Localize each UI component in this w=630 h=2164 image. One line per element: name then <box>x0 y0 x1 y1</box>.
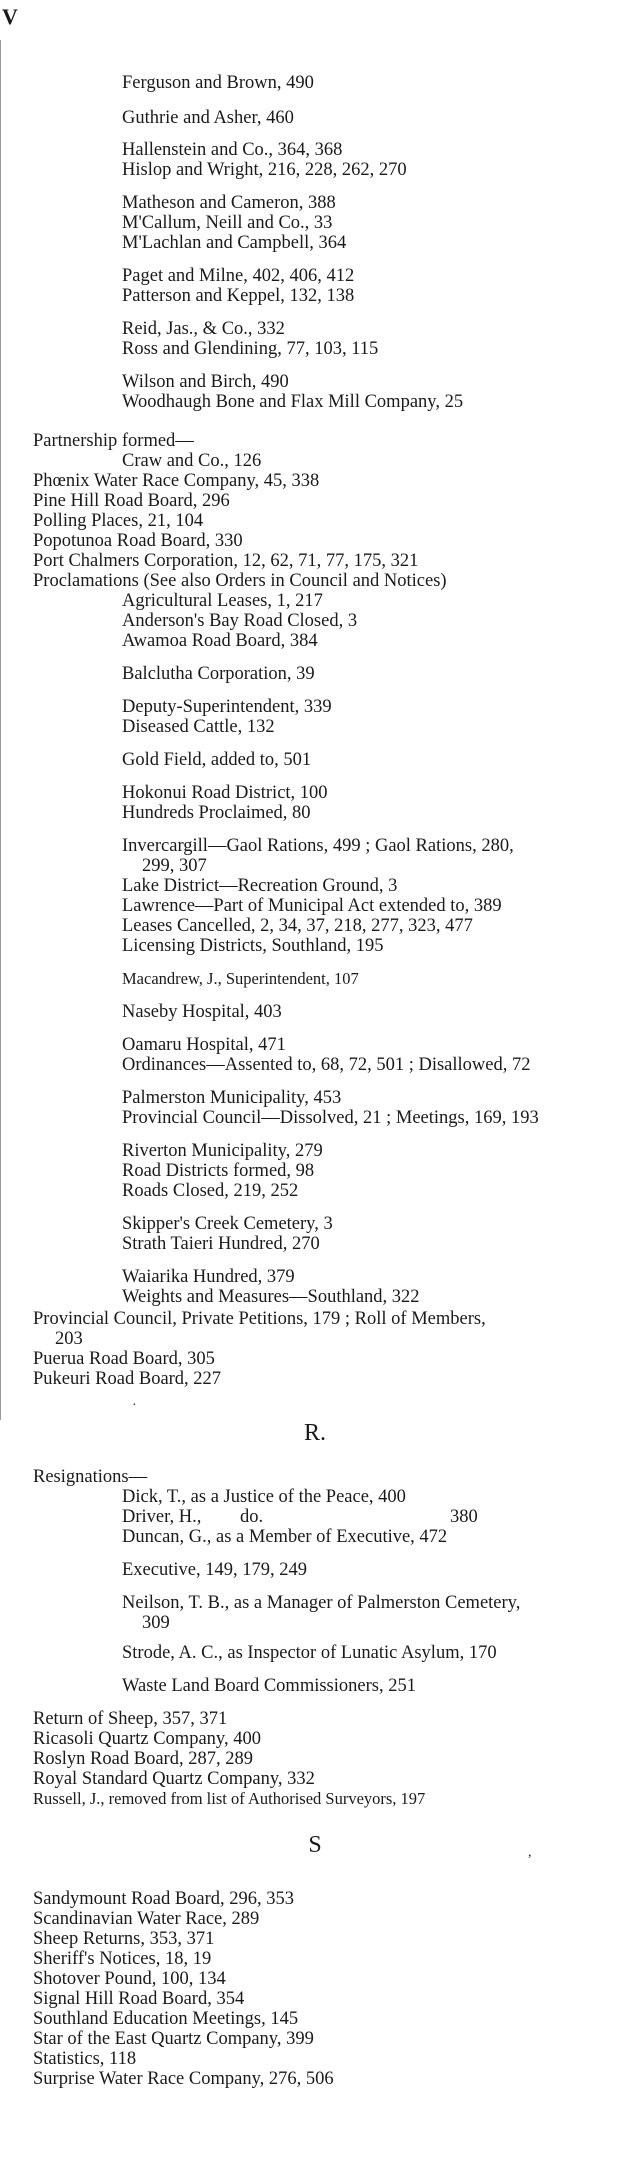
index-subentry: Invercargill—Gaol Rations, 499 ; Gaol Rations, 280, <box>122 836 514 856</box>
index-subentry: Weights and Measures—Southland, 322 <box>122 1287 420 1307</box>
index-subentry: Hokonui Road District, 100 <box>122 783 328 803</box>
index-subentry: Gold Field, added to, 501 <box>122 750 312 770</box>
index-subentry: Riverton Municipality, 279 <box>122 1141 323 1161</box>
stray-mark: · <box>132 1398 137 1413</box>
section-heading-r: R. <box>303 1420 326 1446</box>
index-entry: Woodhaugh Bone and Flax Mill Company, 25 <box>122 392 464 412</box>
margin-rule <box>0 40 1 1420</box>
index-subentry <box>122 1506 201 1528</box>
index-entry: Patterson and Keppel, 132, 138 <box>122 286 355 306</box>
index-subentry-continuation: 309 <box>142 1613 170 1633</box>
index-entry: Polling Places, 21, 104 <box>33 511 204 531</box>
index-entry: Royal Standard Quartz Company, 332 <box>33 1769 315 1789</box>
index-subentry: Oamaru Hospital, 471 <box>122 1035 286 1055</box>
index-entry: Guthrie and Asher, 460 <box>122 108 294 128</box>
index-subentry: Macandrew, J., Superintendent, 107 <box>122 969 359 988</box>
index-entry: Signal Hill Road Board, 354 <box>33 1989 245 2009</box>
index-subentry: Craw and Co., 126 <box>122 451 262 471</box>
index-subentry: Lawrence—Part of Municipal Act extended to, 389 <box>122 896 502 916</box>
index-subentry: Waste Land Board Commissioners, 251 <box>122 1676 416 1696</box>
index-entry: Pukeuri Road Board, 227 <box>33 1369 222 1389</box>
index-subentry: Awamoa Road Board, 384 <box>122 631 318 651</box>
index-entry: Popotunoa Road Board, 330 <box>33 531 243 551</box>
index-subentry: Deputy-Superintendent, 339 <box>122 697 332 717</box>
index-subentry: Waiarika Hundred, 379 <box>122 1267 295 1287</box>
index-subentry: Balclutha Corporation, 39 <box>122 664 315 684</box>
index-entry: Matheson and Cameron, 388 <box>122 193 336 213</box>
index-subentry: Provincial Council—Dissolved, 21 ; Meetings, 169, 193 <box>122 1108 539 1128</box>
stray-mark: , <box>528 1845 532 1860</box>
driver-name: Driver, H., <box>122 1507 202 1527</box>
index-entry: Port Chalmers Corporation, 12, 62, 71, 77, 175, 321 <box>33 551 419 571</box>
index-entry: Shotover Pound, 100, 134 <box>33 1969 226 1989</box>
index-entry: Ferguson and Brown, 490 <box>122 73 314 93</box>
index-subentry: Skipper's Creek Cemetery, 3 <box>122 1214 333 1234</box>
index-entry: M'Lachlan and Campbell, 364 <box>122 233 347 253</box>
index-entry: Hislop and Wright, 216, 228, 262, 270 <box>122 160 407 180</box>
index-entry: Puerua Road Board, 305 <box>33 1349 215 1369</box>
section-heading-s: S <box>308 1832 322 1858</box>
page-mark: V <box>2 4 18 29</box>
index-entry: M'Callum, Neill and Co., 33 <box>122 213 333 233</box>
index-entry: Ricasoli Quartz Company, 400 <box>33 1729 261 1749</box>
index-entry: Sandymount Road Board, 296, 353 <box>33 1889 295 1909</box>
index-entry: Provincial Council, Private Petitions, 179 ; Roll of Members, <box>33 1309 486 1329</box>
index-entry: Return of Sheep, 357, 371 <box>33 1709 228 1729</box>
index-entry: Scandinavian Water Race, 289 <box>33 1909 260 1929</box>
index-subentry: Dick, T., as a Justice of the Peace, 400 <box>122 1487 406 1507</box>
page-ref: 380 <box>450 1507 478 1527</box>
index-subentry: Duncan, G., as a Member of Executive, 472 <box>122 1527 448 1547</box>
index-entry: Surprise Water Race Company, 276, 506 <box>33 2069 334 2089</box>
index-entry: Southland Education Meetings, 145 <box>33 2009 299 2029</box>
index-subentry: Lake District—Recreation Ground, 3 <box>122 876 398 896</box>
index-entry: Hallenstein and Co., 364, 368 <box>122 140 343 160</box>
index-subentry: Roads Closed, 219, 252 <box>122 1181 299 1201</box>
index-entry: Russell, J., removed from list of Authorised Surveyors, 197 <box>33 1789 426 1808</box>
index-subentry: Anderson's Bay Road Closed, 3 <box>122 611 358 631</box>
index-entry: Roslyn Road Board, 287, 289 <box>33 1749 253 1769</box>
index-entry: Pine Hill Road Board, 296 <box>33 491 230 511</box>
index-subentry: Diseased Cattle, 132 <box>122 717 275 737</box>
index-entry: Wilson and Birch, 490 <box>122 372 289 392</box>
index-subentry: Leases Cancelled, 2, 34, 37, 218, 277, 323, 477 <box>122 916 473 936</box>
index-subentry: Licensing Districts, Southland, 195 <box>122 936 384 956</box>
index-entry: Sheriff's Notices, 18, 19 <box>33 1949 212 1969</box>
index-subentry: Agricultural Leases, 1, 217 <box>122 591 323 611</box>
ditto-mark: do. <box>240 1507 264 1527</box>
index-entry: Resignations— <box>33 1467 148 1487</box>
index-entry: Reid, Jas., & Co., 332 <box>122 319 285 339</box>
index-entry: Phœnix Water Race Company, 45, 338 <box>33 471 320 491</box>
index-subentry: Ordinances—Assented to, 68, 72, 501 ; Disallowed, 72 <box>122 1055 531 1075</box>
index-entry: Partnership formed— <box>33 431 194 451</box>
index-subentry: Palmerston Municipality, 453 <box>122 1088 342 1108</box>
index-subentry: Naseby Hospital, 403 <box>122 1002 282 1022</box>
index-entry: Proclamations (See also Orders in Council and Notices) <box>33 571 447 591</box>
index-entry: Sheep Returns, 353, 371 <box>33 1929 215 1949</box>
index-subentry: Hundreds Proclaimed, 80 <box>122 803 311 823</box>
index-entry: Statistics, 118 <box>33 2049 137 2069</box>
index-subentry: Strath Taieri Hundred, 270 <box>122 1234 320 1254</box>
index-entry: Ross and Glendining, 77, 103, 115 <box>122 339 379 359</box>
index-subentry: Executive, 149, 179, 249 <box>122 1560 307 1580</box>
index-subentry: Neilson, T. B., as a Manager of Palmerston Cemetery, <box>122 1593 521 1613</box>
index-entry: Paget and Milne, 402, 406, 412 <box>122 266 355 286</box>
index-entry: Star of the East Quartz Company, 399 <box>33 2029 314 2049</box>
index-subentry: Road Districts formed, 98 <box>122 1161 315 1181</box>
index-subentry-continuation: 299, 307 <box>142 856 207 876</box>
index-entry-continuation: 203 <box>55 1329 83 1349</box>
index-subentry: Strode, A. C., as Inspector of Lunatic Asylum, 170 <box>122 1643 497 1663</box>
